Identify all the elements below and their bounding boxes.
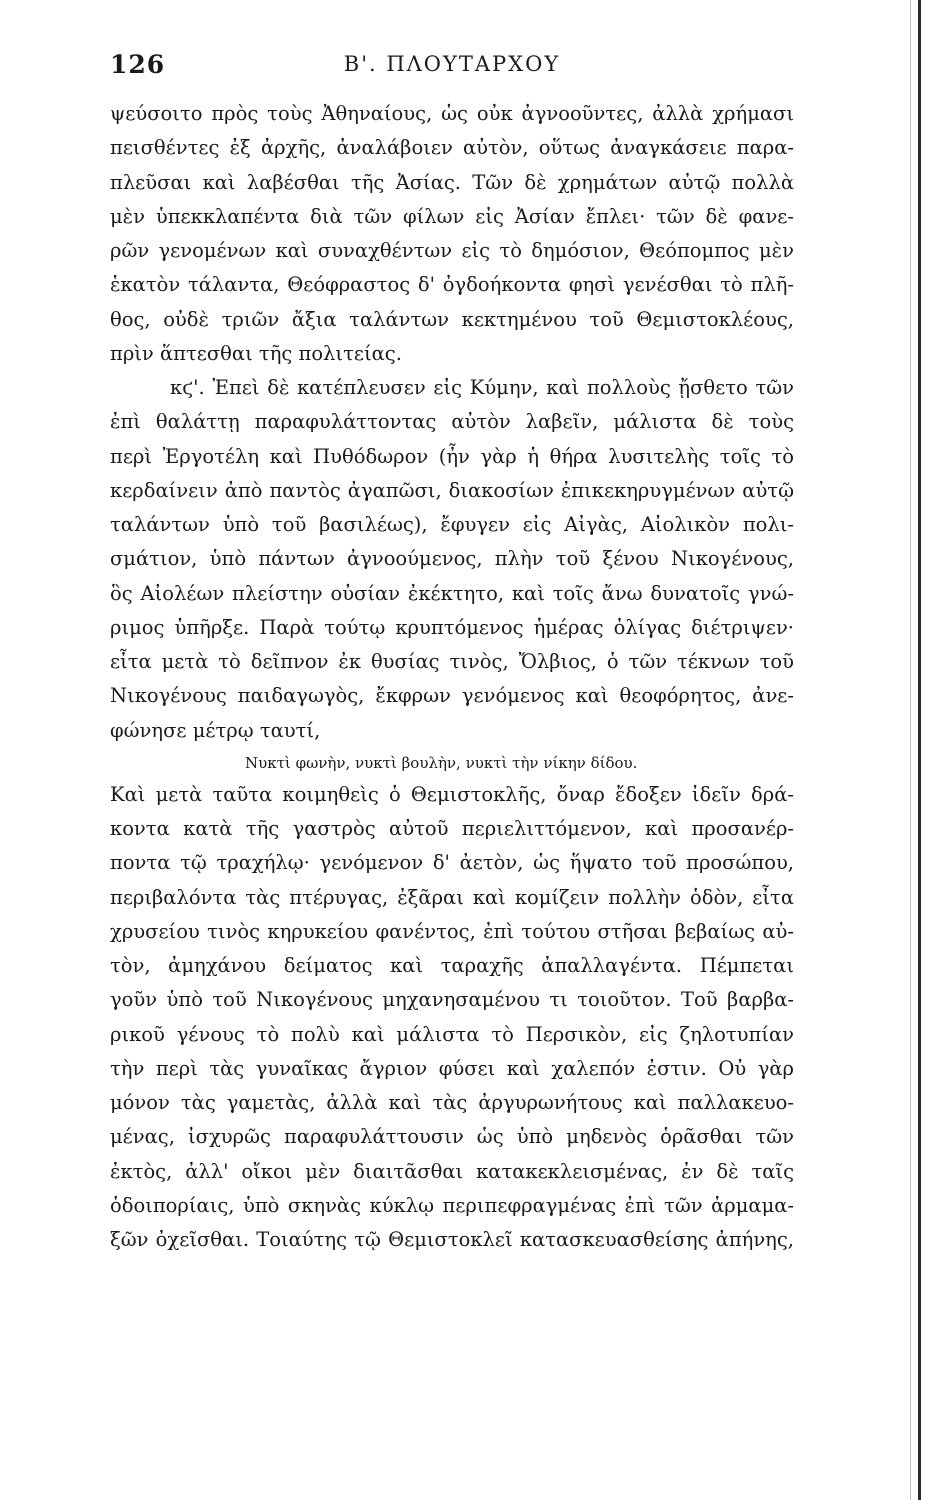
text-line: μένας, ἰσχυρῶς παραφυλάττουσιν ὡς ὑπὸ μηδενὸς ὁρᾶσθαι τῶν bbox=[110, 1125, 794, 1149]
paragraph-3 bbox=[110, 778, 794, 1258]
text-line: ὃς Αἰολέων πλείστην οὐσίαν ἐκέκτητο, καὶ τοῖς ἄνω δυνατοῖς γνώ- bbox=[110, 581, 794, 605]
text-line: μὲν ὑπεκκλαπέντα διὰ τῶν φίλων εἰς Ἀσίαν ἔπλει· τῶν δὲ φανε- bbox=[110, 204, 794, 228]
text-line: εἶτα μετὰ τὸ δεῖπνον ἐκ θυσίας τινὸς, Ὄλβιος, ὁ τῶν τέκνων τοῦ bbox=[110, 650, 794, 673]
text-line: ποντα τῷ τραχήλῳ· γενόμενον δ' ἀετὸν, ὡς ἥψατο τοῦ προσώπου, bbox=[110, 851, 794, 875]
running-title: Β'. ΠΛΟΥΤΑΡΧΟΥ bbox=[343, 52, 561, 76]
text-line: κοντα κατὰ τῆς γαστρὸς αὐτοῦ περιελιττόμενον, καὶ προσανέρ- bbox=[110, 817, 794, 840]
text-line: πλεῦσαι καὶ λαβέσθαι τῆς Ἀσίας. Τῶν δὲ χρημάτων αὐτῷ πολλὰ bbox=[110, 170, 794, 194]
text-line: κερδαίνειν ἀπὸ παντὸς ἀγαπῶσι, διακοσίων ἐπικεκηρυγμένων αὐτῷ bbox=[110, 478, 794, 502]
paragraph-2 bbox=[110, 371, 794, 748]
text-line: πεισθέντες ἐξ ἀρχῆς, ἀναλάβοιεν αὐτὸν, οὕτως ἀναγκάσειε παρα- bbox=[110, 136, 794, 160]
page-edge-shadow bbox=[910, 0, 911, 1500]
text-line: θος, οὐδὲ τριῶν ἄξια ταλάντων κεκτημένου τοῦ Θεμιστοκλέους, bbox=[110, 307, 794, 331]
text-line: ριμος ὑπῆρξε. Παρὰ τούτῳ κρυπτόμενος ἡμέρας ὀλίγας διέτριψεν· bbox=[110, 615, 794, 639]
text-line: ρικοῦ γένους τὸ πολὺ καὶ μάλιστα τὸ Περσικὸν, εἰς ζηλοτυπίαν bbox=[110, 1022, 794, 1046]
text-line: ψεύσοιτο πρὸς τοὺς Ἀθηναίους, ὡς οὐκ ἀγνοοῦντες, ἀλλὰ χρήμασι bbox=[110, 102, 794, 125]
page-edge bbox=[918, 0, 921, 1500]
text-line: ἐπὶ θαλάττῃ παραφυλάττοντας αὐτὸν λαβεῖν, μάλιστα δὲ τοὺς bbox=[110, 410, 794, 434]
text-line: ὁδοιπορίαις, ὑπὸ σκηνὰς κύκλῳ περιπεφραγμένας ἐπὶ τῶν ἁρμαμα- bbox=[110, 1193, 794, 1217]
text-line: Καὶ μετὰ ταῦτα κοιμηθεὶς ὁ Θεμιστοκλῆς, ὄναρ ἔδοξεν ἰδεῖν δρά- bbox=[110, 782, 794, 806]
text-line: μόνον τὰς γαμετὰς, ἀλλὰ καὶ τὰς ἀργυρωνήτους καὶ παλλακευο- bbox=[110, 1091, 794, 1114]
text-line: ταλάντων ὑπὸ τοῦ βασιλέως), ἔφυγεν εἰς Αἰγὰς, Αἰολικὸν πολι- bbox=[110, 513, 794, 536]
section-start-line: κϛ'. Ἐπεὶ δὲ κατέπλευσεν εἰς Κύμην, καὶ πολλοὺς ᾔσθετο τῶν bbox=[170, 376, 794, 399]
text-line: περιβαλόντα τὰς πτέρυγας, ἐξᾶραι καὶ κομίζειν πολλὴν ὁδὸν, εἶτα bbox=[110, 885, 794, 909]
page-number: 126 bbox=[110, 50, 166, 79]
verse-quote: Νυκτὶ φωνὴν, νυκτὶ βουλὴν, νυκτὶ τὴν νίκην δίδου. bbox=[245, 753, 638, 772]
text-line: ἐκτὸς, ἀλλ' οἴκοι μὲν διαιτᾶσθαι κατακεκλεισμένας, ἐν δὲ ταῖς bbox=[110, 1159, 794, 1183]
text-line: πρὶν ἅπτεσθαι τῆς πολιτείας. bbox=[110, 341, 402, 365]
text-line: χρυσείου τινὸς κηρυκείου φανέντος, ἐπὶ τούτου στῆσαι βεβαίως αὐ- bbox=[110, 919, 794, 943]
text-line: ρῶν γενομένων καὶ συναχθέντων εἰς τὸ δημόσιον, Θεόπομπος μὲν bbox=[110, 239, 794, 262]
page-header bbox=[110, 50, 794, 90]
text-line: τὴν περὶ τὰς γυναῖκας ἄγριον φύσει καὶ χαλεπόν ἐστιν. Οὐ γὰρ bbox=[110, 1056, 794, 1080]
body-text bbox=[110, 97, 794, 1257]
text-line: ξῶν ὀχεῖσθαι. Τοιαύτης τῷ Θεμιστοκλεῖ κατασκευασθείσης ἀπήνης, bbox=[110, 1228, 794, 1251]
text-line: γοῦν ὑπὸ τοῦ Νικογένους μηχανησαμένου τι τοιοῦτον. Τοῦ βαρβα- bbox=[110, 988, 794, 1012]
text-line: τὸν, ἀμηχάνου δείματος καὶ ταραχῆς ἀπαλλαγέντα. Πέμπεται bbox=[110, 954, 794, 977]
text-line: φώνησε μέτρῳ ταυτί, bbox=[110, 718, 321, 742]
text-line: Νικογένους παιδαγωγὸς, ἔκφρων γενόμενος καὶ θεοφόρητος, ἀνε- bbox=[110, 684, 794, 708]
text-line: ἑκατὸν τάλαντα, Θεόφραστος δ' ὀγδοήκοντα φησὶ γενέσθαι τὸ πλῆ- bbox=[110, 273, 794, 297]
text-line: περὶ Ἐργοτέλη καὶ Πυθόδωρον (ἦν γὰρ ἡ θήρα λυσιτελὴς τοῖς τὸ bbox=[110, 444, 794, 468]
paragraph-1 bbox=[110, 97, 794, 371]
text-line: σμάτιον, ὑπὸ πάντων ἀγνοούμενος, πλὴν τοῦ ξένου Νικογένους, bbox=[110, 547, 794, 571]
